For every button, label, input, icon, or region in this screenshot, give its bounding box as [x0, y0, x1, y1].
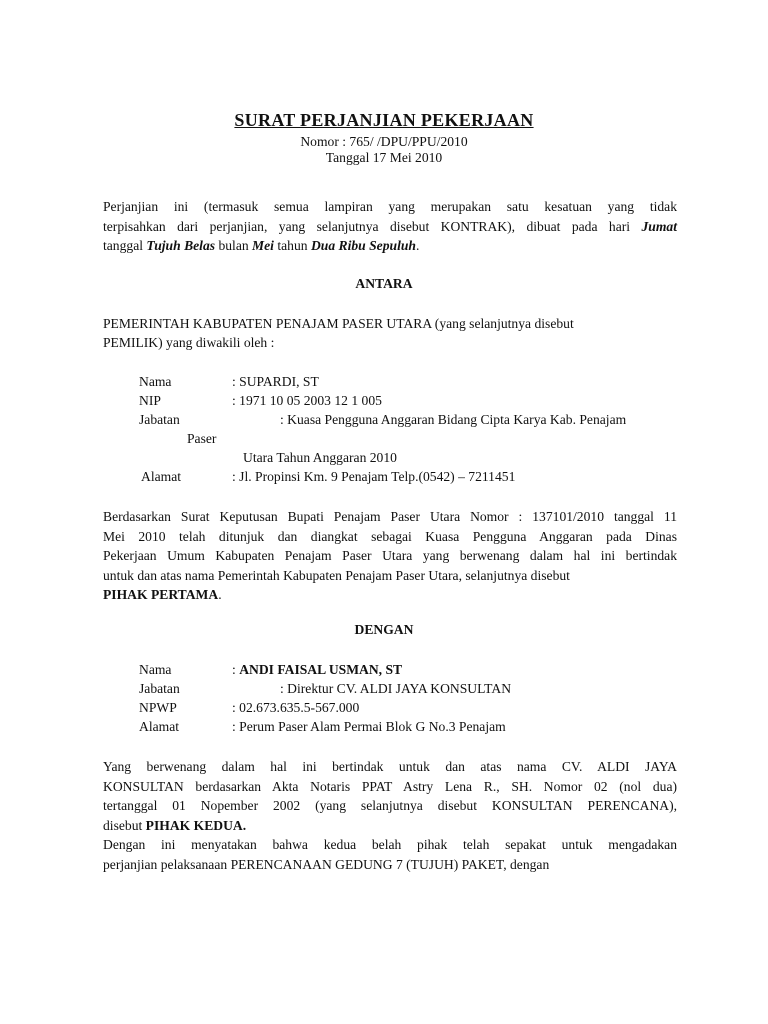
intro-line-3: tanggal Tujuh Belas bulan Mei tahun Dua Ribu Sepuluh.	[103, 238, 420, 253]
pihak1-jabatan-cont-1: Paser	[187, 431, 217, 446]
pihak1-jabatan-cont-2: Utara Tahun Anggaran 2010	[243, 450, 397, 465]
document-date: Tanggal 17 Mei 2010	[325, 150, 443, 165]
heading-dengan: DENGAN	[354, 622, 414, 637]
kedua-line-1: Yang berwenang dalam hal ini bertindak untuk dan atas nama CV. ALDI JAYA	[103, 759, 677, 774]
sk-line-2: Mei 2010 telah ditunjuk dan diangkat sebagai Kuasa Pengguna Anggaran pada Dinas	[103, 528, 677, 544]
pihak2-alamat-label: Alamat	[139, 719, 180, 734]
pihak1-nip-label: NIP	[139, 393, 161, 408]
kedua-line-5: Dengan ini menyatakan bahwa kedua belah pihak telah sepakat untuk mengadakan	[103, 837, 677, 852]
sk-line-1: Berdasarkan Surat Keputusan Bupati Penajam Paser Utara Nomor : 137101/2010 tanggal 11	[103, 509, 677, 524]
intro-paragraph	[103, 197, 677, 256]
kedua-line-4: disebut PIHAK KEDUA.	[103, 817, 247, 833]
pihak2-npwp-value: : 02.673.635.5-567.000	[232, 700, 360, 715]
pihak1-alamat-value: : Jl. Propinsi Km. 9 Penajam Telp.(0542) – 7211451	[232, 469, 516, 484]
kedua-line-2: KONSULTAN berdasarkan Akta Notaris PPAT Astry Lena R., SH. Nomor 02 (nol dua)	[103, 778, 677, 794]
intro-line-2: terpisahkan dari perjanjian, yang selanjutnya disebut KONTRAK), dibuat pada hari Jumat	[103, 218, 677, 234]
pihak1-alamat-label: Alamat	[141, 469, 182, 484]
sk-line-5: PIHAK PERTAMA.	[103, 587, 222, 602]
kedua-paragraph	[103, 757, 677, 874]
pihak2-npwp-label: NPWP	[139, 700, 177, 715]
intro-line-1: Perjanjian ini (termasuk semua lampiran yang merupakan satu kesatuan yang tidak	[103, 199, 677, 214]
pemilik-line-2: PEMILIK) yang diwakili oleh :	[103, 335, 275, 350]
pihak2-alamat-value: : Perum Paser Alam Permai Blok G No.3 Penajam	[232, 719, 506, 734]
sk-paragraph	[103, 507, 677, 605]
kedua-line-3: tertanggal 01 Nopember 2002 (yang selanjutnya disebut KONSULTAN PERENCANA),	[103, 798, 677, 813]
kedua-line-6: perjanjian pelaksanaan PERENCANAAN GEDUNG 7 (TUJUH) PAKET, dengan	[103, 856, 550, 872]
pihak2-jabatan-label: Jabatan	[139, 681, 180, 696]
pihak1-nama-value: : SUPARDI, ST	[232, 374, 319, 389]
pihak2-nama-value: : ANDI FAISAL USMAN, ST	[232, 662, 403, 677]
sk-line-4: untuk dan atas nama Pemerintah Kabupaten Penajam Paser Utara, selanjutnya disebut	[103, 567, 570, 583]
document-title: SURAT PERJANJIAN PEKERJAAN	[234, 110, 534, 130]
heading-antara: ANTARA	[355, 276, 413, 291]
pihak1-jabatan-value: : Kuasa Pengguna Anggaran Bidang Cipta Karya Kab. Penajam	[280, 412, 627, 427]
pihak1-jabatan-label: Jabatan	[139, 412, 180, 427]
sk-line-3: Pekerjaan Umum Kabupaten Penajam Paser Utara yang berwenang dalam hal ini bertindak	[103, 548, 677, 563]
pihak1-nama-label: Nama	[139, 374, 172, 389]
document-number: Nomor : 765/ /DPU/PPU/2010	[300, 134, 468, 149]
pihak1-nip-value: : 1971 10 05 2003 12 1 005	[232, 393, 382, 408]
pihak2-nama-label: Nama	[139, 662, 172, 677]
pihak2-jabatan-value: : Direktur CV. ALDI JAYA KONSULTAN	[280, 681, 512, 696]
pemilik-line-1: PEMERINTAH KABUPATEN PENAJAM PASER UTARA (yang selanjutnya disebut	[103, 316, 574, 331]
